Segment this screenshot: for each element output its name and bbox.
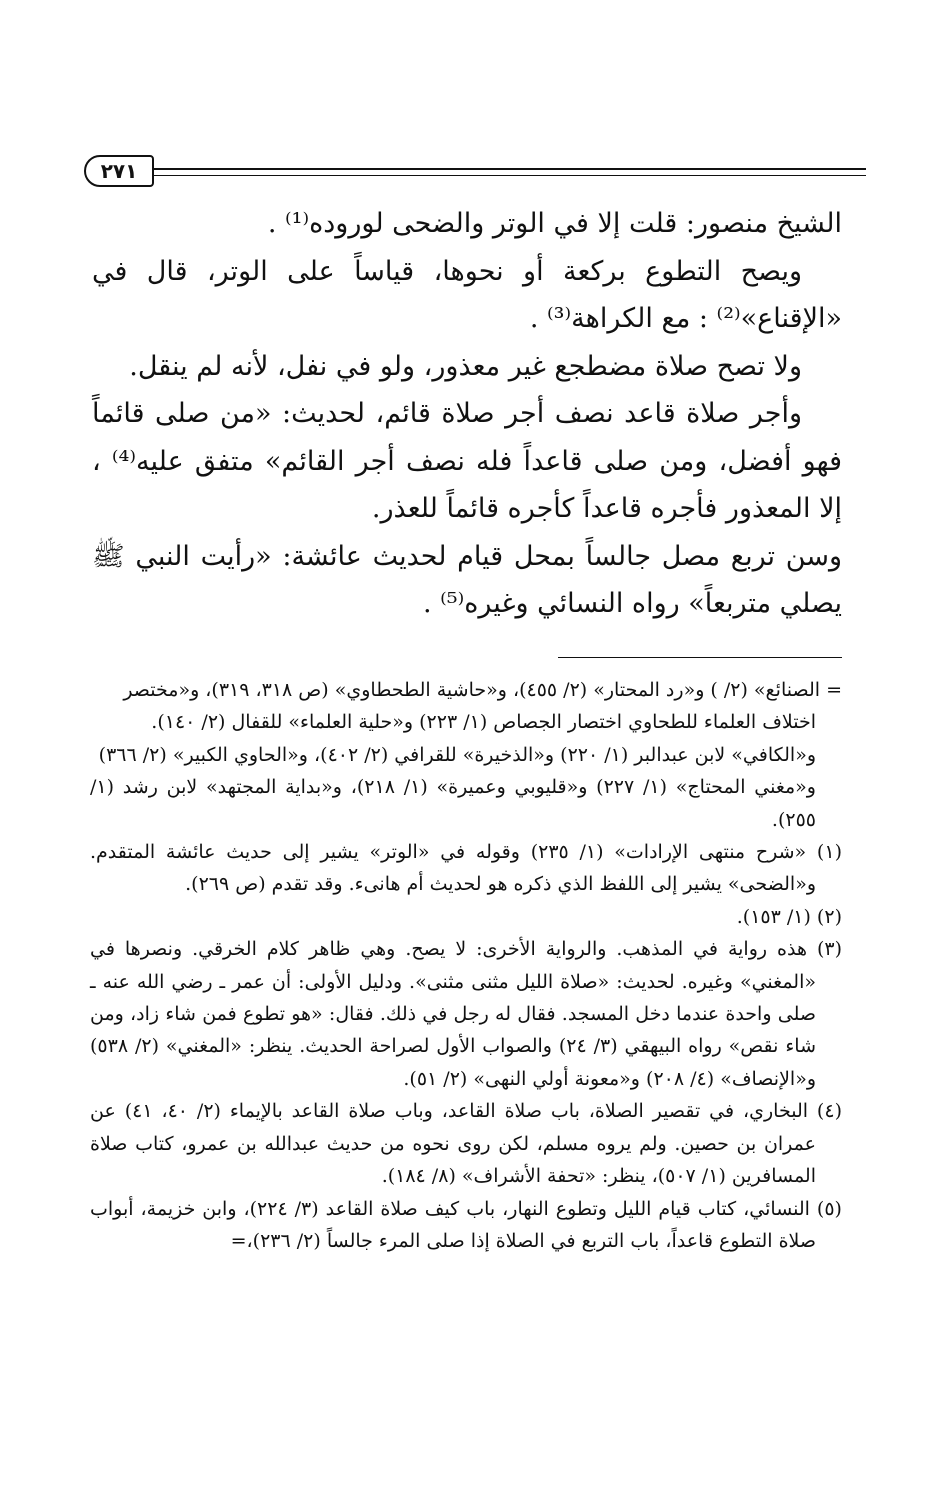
footnote-5: (٥) النسائي، كتاب قيام الليل وتطوع النهار، باب كيف صلاة القاعد (٣/ ٢٢٤)، وابن خزيمة، أبواب صلاة التطوع قاعداً، باب التربع في الصلاة إذا صلى المرء جالساً (٢/ ٢٣٦)،= [90,1197,842,1252]
paragraph-3: ولا تصح صلاة مضطجع غير معذور، ولو في نفل، لأنه لم ينقل. [129,350,802,382]
main-text [92,200,842,628]
paragraph-2: ويصح التطوع بركعة أو نحوها، قياساً على الوتر، قال في «الإقناع»⁽²⁾ : مع الكراهة⁽³⁾ . [92,255,842,334]
footnote-2: (٢) (١/ ١٥٣). [736,905,842,928]
footnote-continuation-line-2: اختلاف العلماء للطحاوي اختصار الجصاص (١/ ٢٢٣) و«حلية العلماء» للقفال (٢/ ١٤٠). [151,711,816,734]
paragraph-1: الشيخ منصور: قلت إلا في الوتر والضحى لوروده⁽¹⁾ . [267,208,842,239]
footnote-4: (٤) البخاري، في تقصير الصلاة، باب صلاة القاعد، وباب صلاة القاعد بالإيماء (٢/ ٤٠، ٤١) عن عمران بن حصين. ولم يروه مسلم، لكن روى نحوه من حديث عبدالله بن عمرو، كتاب صلاة المسافرين (١/ ٥٠٧)، ينظر: «تحفة الأشراف» (٨/ ١٨٤). [90,1100,842,1188]
paragraph-5: وسن تربع مصل جالساً بمحل قيام لحديث عائشة: «رأيت النبي ﷺ يصلي متربعاً» رواه النسائي وغيره⁽⁵⁾ . [92,540,842,619]
footnote-3: (٣) هذه رواية في المذهب. والرواية الأخرى: لا يصح. وهي ظاهر كلام الخرقي. ونصرها في «المغني» وغيره. لحديث: «صلاة الليل مثنى مثنى». ودليل الأولى: أن عمر ـ رضي الله عنه ـ صلى واحدة عندما دخل المسجد. فقال له رجل في ذلك. فقال: «هو تطوع فمن شاء زاد، ومن شاء نقص» رواه البيهقي (٣/ ٢٤) والصواب الأول لصراحة الحديث. ينظر: «المغني» (٢/ ٥٣٨) و«الإنصاف» (٤/ ٢٠٨) و«معونة أولي النهى» (٢/ ٥١). [90,938,842,1090]
page-number: ٢٧١ [100,159,138,183]
header-rule-secondary [148,175,866,176]
footnote-continuation-line-1: = الصنائع» (٢/ ) و«رد المحتار» (٢/ ٤٥٥)، و«حاشية الطحطاوي» (ص ٣١٨، ٣١٩)، و«مختصر [123,679,842,701]
footnote-continuation-line-4: و«مغني المحتاج» (١/ ٢٢٧) و«قليوبي وعميرة» (١/ ٢١٨)، و«بداية المجتهد» لابن رشد (١/ ٢٥٥). [90,776,816,831]
header-rule [148,168,866,170]
footnote-separator [558,657,842,658]
paragraph-4: وأجر صلاة قاعد نصف أجر صلاة قائم، لحديث: «من صلى قائماً فهو أفضل، ومن صلى قاعداً فله نصف أجر القائم» متفق عليه⁽⁴⁾ ، إلا المعذور فأجره قاعداً كأجره قائماً للعذر. [92,398,842,524]
footnote-continuation-line-3: و«الكافي» لابن عبدالبر (١/ ٢٢٠) و«الذخيرة» للقرافي (٢/ ٤٠٢)، و«الحاوي الكبير» (٢/ ٣٦٦) [98,743,816,766]
footnotes [90,674,842,1257]
page-number-frame [84,155,154,187]
footnote-1: (١) «شرح منتهى الإرادات» (١/ ٢٣٥) وقوله في «الوتر» يشير إلى حديث عائشة المتقدم. و«الضحى» يشير إلى اللفظ الذي ذكره هو لحديث أم هانىء. وقد تقدم (ص ٢٦٩). [90,841,842,896]
